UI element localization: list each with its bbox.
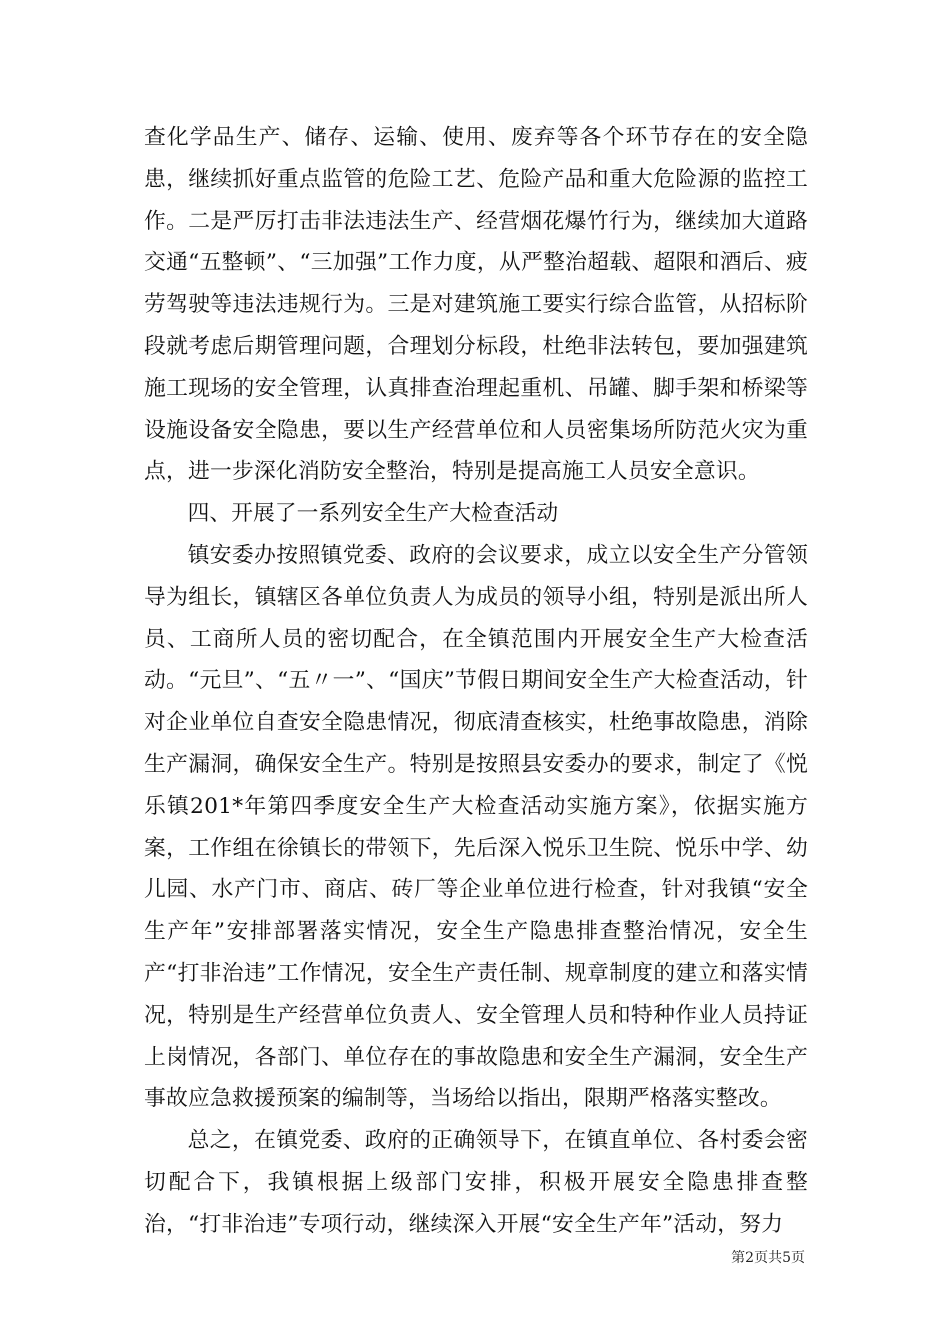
paragraph-hazard-inspection: 查化学品生产、储存、运输、使用、废弃等各个环节存在的安全隐患，继续抓好重点监管的危险工艺、危险产品和重大危险源的监控工作。二是严厉打击非法违法生产、经营烟花爆竹行为，继续加大道路交通“五整顿”、“三加强”工作力度，从严整治超载、超限和酒后、疲劳驾驶等违法违规行为。三是对建筑施工要实行综合监管，从招标阶段就考虑后期管理问题，合理划分标段，杜绝非法转包，要加强建筑施工现场的安全管理，认真排查治理起重机、吊罐、脚手架和桥梁等设施设备安全隐患，要以生产经营单位和人员密集场所防范火灾为重点，进一步深化消防安全整治，特别是提高施工人员安全意识。 <box>144 125 808 485</box>
page-number-footer: 第2页共5页 <box>731 1250 805 1266</box>
document-body <box>144 117 808 1246</box>
paragraph-summary: 总之，在镇党委、政府的正确领导下，在镇直单位、各村委会密切配合下，我镇根据上级部门安排，积极开展安全隐患排查整治，“打非治违”专项行动，继续深入开展“安全生产年”活动，努力 <box>144 1128 808 1237</box>
section-heading-inspection-activities: 四、开展了一系列安全生产大检查活动 <box>187 501 559 527</box>
paragraph-inspection-activities: 镇安委办按照镇党委、政府的会议要求，成立以安全生产分管领导为组长，镇辖区各单位负责人为成员的领导小组，特别是派出所人员、工商所人员的密切配合，在全镇范围内开展安全生产大检查活动。“元旦”、“五〃一”、“国庆”节假日期间安全生产大检查活动，针对企业单位自查安全隐患情况，彻底清查核实，杜绝事故隐患，消除生产漏洞，确保安全生产。特别是按照县安委办的要求，制定了《悦乐镇201*年第四季度安全生产大检查活动实施方案》，依据实施方案，工作组在徐镇长的带领下，先后深入悦乐卫生院、悦乐中学、幼儿园、水产门市、商店、砖厂等企业单位进行检查，针对我镇“安全生产年”安排部署落实情况，安全生产隐患排查整治情况，安全生产“打非治违”工作情况，安全生产责任制、规章制度的建立和落实情况，特别是生产经营单位负责人、安全管理人员和特种作业人员持证上岗情况，各部门、单位存在的事故隐患和安全生产漏洞，安全生产事故应急救援预案的编制等，当场给以指出，限期严格落实整改。 <box>144 542 808 1112</box>
